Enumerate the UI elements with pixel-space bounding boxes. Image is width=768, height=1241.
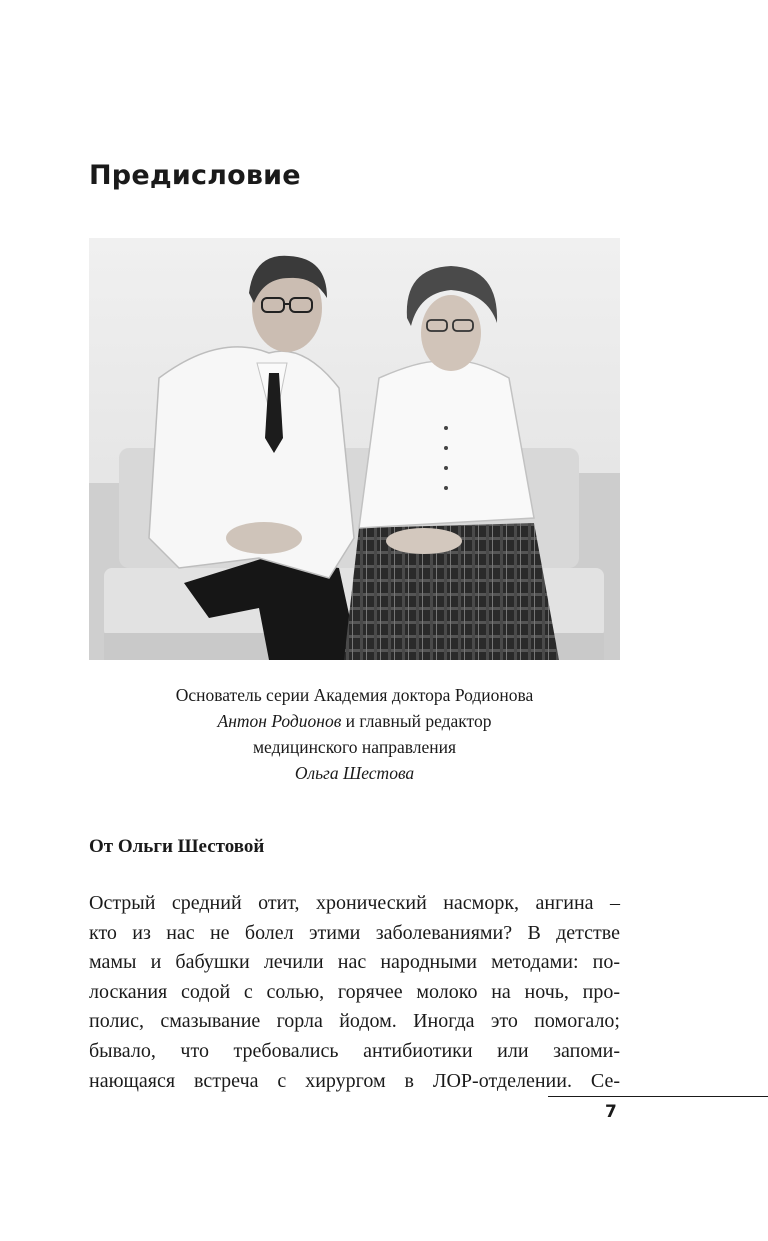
caption-name-rodionov: Антон Родионов [217,711,342,731]
footer-rule [548,1096,768,1097]
body-line: полис, смазывание горла йодом. Иногда это помогало; [89,1010,620,1033]
section-title: От Ольги Шестовой [89,836,265,857]
body-line: кто из нас не болел этими заболеваниями? В детстве [89,921,620,944]
body-line: нающаяся встреча с хирургом в ЛОР-отделении. Се- [89,1069,620,1092]
page-number: 7 [605,1102,617,1122]
caption-line-4 [89,760,620,786]
caption-line-2 [89,708,620,734]
body-line: бывало, что требовались антибиотики или запоми- [89,1039,620,1062]
photo-illustration [89,238,620,660]
body-line: мамы и бабушки лечили нас народными методами: по- [89,951,620,974]
photo-caption [89,682,620,786]
caption-name-shestova: Ольга Шестова [294,763,415,783]
body-line: лоскания содой с солью, горячее молоко на ночь, про- [89,980,620,1003]
body-line: Острый средний отит, хронический насморк, ангина – [89,892,620,914]
caption-line-1: Основатель серии Академия доктора Родионова [175,685,534,705]
caption-line-2-rest: и главный редактор [341,711,492,731]
page-heading: Предисловие [89,160,301,191]
portrait-photo [89,238,620,660]
body-paragraph [89,889,620,1096]
caption-line-3: медицинского направления [252,737,457,757]
